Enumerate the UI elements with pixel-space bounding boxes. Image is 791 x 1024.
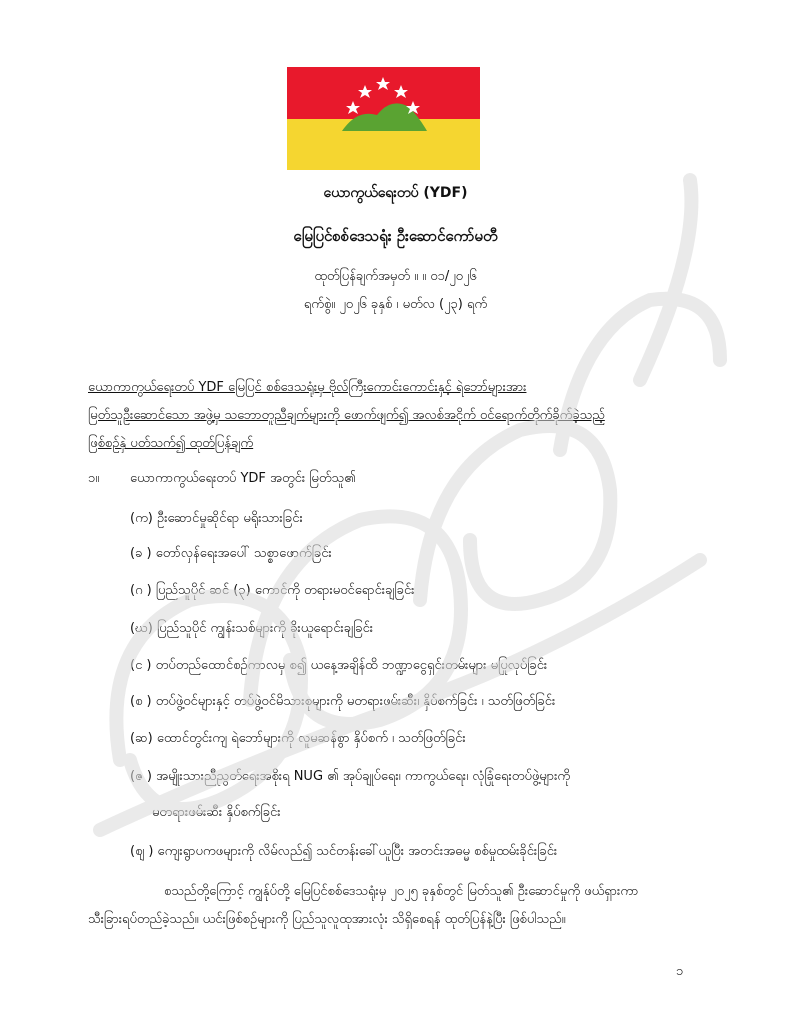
list-item: (စ ) တပ်ဖွဲ့ဝင်များနှင့် တပ်ဖွဲ့ဝင်မိသားစုများကို မတရားဖမ်းဆီး၊ နှိပ်စက်ခြင်း ၊ သတ်ဖြတ်ခြင်း bbox=[130, 694, 556, 709]
subject-line-1: ယောကာကွယ်ရေးတပ် YDF မြေပြင် စစ်ဒေသရုံးမှ ဗိုလ်ကြီးကောင်းကောင်းနှင့် ရဲဘော်များအား bbox=[88, 380, 527, 395]
list-item: (ဇ ) အမျိုးသားညီညွတ်ရေးအစိုးရ NUG ၏ အုပ်ချုပ်ရေး၊ ကာကွယ်ရေး၊ လုံခြုံရေးတပ်ဖွဲ့များကို bbox=[130, 769, 571, 784]
subject-line-3: ဖြစ်စဥ်နှဲ ပတ်သက်၍ ထုတ်ပြန်ချက် bbox=[88, 436, 254, 451]
item-number: ၁။ bbox=[88, 471, 100, 486]
list-item: (ဆ) ထောင်တွင်းကျ ရဲဘော်များကို လူမဆန်စွာ နှိပ်စက် ၊ သတ်ဖြတ်ခြင်း bbox=[130, 731, 466, 746]
list-item: (ဂ ) ပြည်သူပိုင် ဆင် (၃) ကောင်ကို တရားမဝင်ရောင်းချခြင်း bbox=[130, 583, 415, 598]
item-heading: ယောကာကွယ်ရေးတပ် YDF အတွင်း မြတ်သူ၏ bbox=[130, 471, 356, 486]
org-name: ယောကွယ်ရေးတပ် (YDF) bbox=[323, 185, 468, 201]
list-item: (ခ ) တော်လှန်ရေးအပေါ် သစ္စာဖောက်ခြင်း bbox=[130, 546, 332, 561]
document-date: ရက်စွဲ။ ၂၀၂၆ ခုနှစ် ၊ မတ်လ (၂၃) ရက် bbox=[303, 297, 488, 312]
list-item-continuation: မတရားဖမ်းဆီး နှိပ်စက်ခြင်း bbox=[152, 805, 281, 820]
list-item: (င ) တပ်တည်ထောင်စဉ်ကာလမှ စ၍ ယနေ့အချိန်ထိ ဘဏ္ဍာငွေရှင်းတမ်းများ မပြုလုပ်ခြင်း bbox=[130, 658, 548, 673]
list-item: (ဈ ) ကျေးရွာပကဖများကို လိမ်လည်၍ သင်တန်းခေါ်ယူပြီး အတင်းအဓမ္မ စစ်မှုထမ်းခိုင်းခြင်း bbox=[130, 844, 558, 859]
subject-line-2: မြတ်သူဦးဆောင်သော အဖွဲ့မှ သဘောတူညီချက်များကို ဖောက်ဖျက်၍ အလစ်အငိုက် ဝင်ရောက်တိုက်ခိုက်ခဲ့သည့် bbox=[88, 408, 605, 423]
page-number: ၁ bbox=[676, 964, 684, 979]
reference-number: ထုတ်ပြန်ချက်အမှတ် ။ ။ ၀၁/၂၀၂၆ bbox=[314, 269, 477, 284]
ydf-flag bbox=[287, 67, 480, 170]
conclusion-line-2: သီးခြားရပ်တည်ခဲ့သည်။ ယင်းဖြစ်စဉ်များကို ပြည်သူလူထုအားလုံး သိရှိစေရန် ထုတ်ပြန်နဲ့ပြီး ဖြစ်ပါသည်။ bbox=[88, 912, 566, 927]
list-item: (ဃ) ပြည်သူပိုင် ကျွန်းသစ်များကို ခိုးယူရောင်းချခြင်း bbox=[130, 621, 374, 636]
hq-title: မြေပြင်စစ်ဒေသရုံး ဦးဆောင်ကော်မတီ bbox=[293, 227, 498, 245]
list-item: (က) ဦးဆောင်မှုဆိုင်ရာ မရိုးသားခြင်း bbox=[130, 511, 303, 526]
conclusion-line-1: စသည်တို့ကြောင့် ကျွန်ုပ်တို့ မြေပြင်စစ်ဒေသရုံးမှ ၂၀၂၅ ခုနှစ်တွင် မြတ်သူ၏ ဦးဆောင်မှုကို ဖယ်ရှားကာ bbox=[164, 884, 639, 899]
